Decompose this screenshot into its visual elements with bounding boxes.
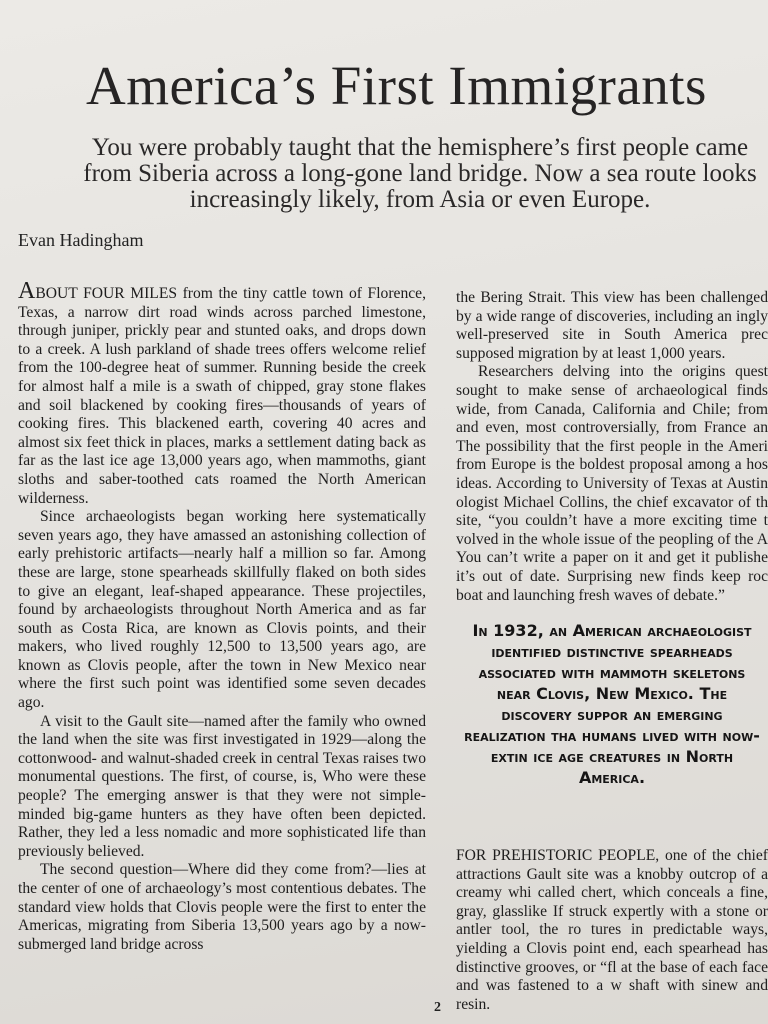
article-dek: You were probably taught that the hemisphere’s first people came from Siberia across a long-gone land bridge. Now a sea route looks increasingly likely, from Asia or even Europe. — [83, 134, 757, 213]
page-number: 2 — [434, 1000, 441, 1015]
author-byline: Evan Hadingham — [18, 230, 144, 250]
paragraph-1 — [18, 278, 427, 508]
sidebar-caption — [456, 847, 768, 1014]
caption-paragraph — [456, 847, 768, 1014]
lead-in: BOUT FOUR MILES — [35, 285, 178, 302]
article-title: America’s First Immigrants — [86, 55, 707, 116]
right-paragraph-1: the Bering Strait. This view has been challenged by a wide range of discoveries, including an ingly well-preserved site in South America prec supposed migration by at least 1,000 years. — [456, 289, 768, 362]
paragraph-4: The second question—Where did they come from?—lies at the center of one of archaeology’s most contentious debates. The standard view holds that Clovis people were the first to enter the Americas, migrating from Siberia 13,500 years ago by a now-submerged land bridge across — [18, 861, 426, 953]
paragraph-1-text: from the tiny cattle town of Florence, Texas, a narrow dirt road winds across parched limestone, through juniper, prickly pear and stunted oaks, and drops down to a creek. A lush parkland of shade trees offers welcome relief from the 100-degree heat of summer. Running beside the creek for almost half a mile is a swath of chipped, gray stone flakes and soil blackened by cooking fires—thousands of years of cooking fires. This blackened earth, covering 40 acres and almost six feet thick in places, marks a settlement dating back as far as the last ice age 13,000 years ago, when mammoths, giant sloths and saber-toothed cats roamed the North American wilderness. — [18, 285, 427, 507]
paragraph-3: A visit to the Gault site—named after the family who owned the land when the site was first investigated in 1929—along the cottonwood- and walnut-shaded creek in central Texas raises two monumental questions. The first, of course, is, Who were these people? The emerging answer is that they were not simple-minded big-game hunters as they have often been depicted. Rather, they led a less nomadic and more sophisticated life than previously believed. — [18, 712, 426, 860]
pull-quote: In 1932, an American archaeologist identified distinctive spearheads associated with mammoth skeletons near Clovis, New Mexico. The discovery suppor an emerging realization tha humans lived with now-extin ice age creatures in North America. — [464, 621, 760, 787]
paragraph-2: Since archaeologists began working here systematically seven years ago, they have amassed an astonishing collection of early prehistoric artifacts—nearly half a million so far. Among these are large, stone spearheads skillfully flaked on both sides to give an elegant, leaf-shaped appearance. These projectiles, found by archaeologists throughout North America and as far south as Costa Rica, are known as Clovis points, and their makers, who lived roughly 12,500 to 13,500 years ago, are known as Clovis people, after the town in New Mexico near where the first such point was identified some seven decades ago. — [18, 508, 426, 712]
caption-lead-in: FOR PREHISTORIC PEOPLE, — [456, 847, 660, 864]
drop-cap: A — [18, 278, 36, 304]
right-paragraph-2: Researchers delving into the origins quest sought to make sense of archaeological finds wide, from Canada, California and Chile; from and even, most controversially, from France an The possibility that the first people in the Ameri from Europe is the boldest proposal among a hos ideas. According to University of Texas at Austin ologist Michael Collins, the chief excavator of th site, “you couldn’t have a more exciting time t volved in the whole issue of the peopling of the A You can’t write a paper on it and get it publishe it’s out of date. Surprising new finds keep roc boat and launching fresh waves of debate.” — [456, 363, 768, 604]
right-column — [456, 289, 768, 605]
left-column — [18, 278, 427, 954]
caption-text: one of the chief attractions Gault site was a knobby outcrop of a creamy whi called chert, which conceals a fine, gray, glasslike If struck expertly with a stone or antler tool, the ro tures in predictable ways, yielding a Clovis point end, each spearhead has distinctive grooves, or “fl at the base of each face and was fastened to a w shaft with sinew and resin. — [456, 847, 768, 1013]
